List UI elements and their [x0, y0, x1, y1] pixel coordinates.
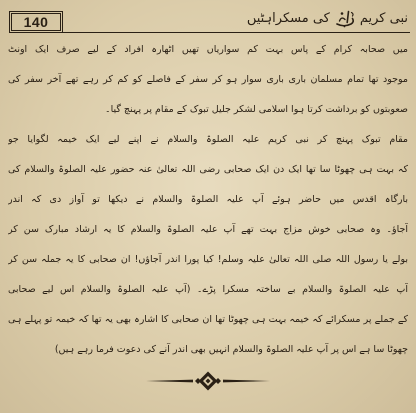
paragraph: [8, 35, 408, 125]
body-text: [8, 35, 408, 365]
text-line: چھوٹا سا ہے اس پر آپ علیہ الصلوۃ والسلام انہیں بھی اندر آنے کی دعوت فرما رہے ہیں): [54, 344, 408, 355]
text-line: آپ علیہ الصلوۃ والسلام بے ساختہ مسکرا پڑے۔ (آپ علیہ الصلوۃ والسلام اس لیے صحابی: [8, 284, 408, 295]
text-line: صعوبتوں کو برداشت کرتا ہوا اسلامی لشکر جلیل تبوک کے مقام پر پہنچ گیا۔: [105, 104, 408, 115]
text-line: میں صحابہ کرام کے پاس بہت کم سواریاں تھیں اٹھارہ افراد کے لیے صرف ایک اونٹ: [8, 44, 408, 55]
text-line: مقام تبوک پہنچ کر نبی کریم علیہ الصلوۃ والسلام نے اپنے لیے ایک خیمہ لگوایا جو: [8, 134, 408, 145]
running-title-end: کی مسکراہٹیں: [246, 11, 330, 26]
running-title: [247, 7, 408, 30]
text-line: موجود تھا تمام مسلمان باری باری سوار ہو کر سفر کے فاصلے کو کم کر رہے تھے آخر سفر کی: [8, 74, 408, 85]
ornament-divider-icon: [143, 370, 273, 392]
page-number: 140: [9, 11, 63, 33]
salutation-logo-icon: [334, 10, 356, 28]
text-line: بولے یا رسول اللہ صلی اللہ تعالیٰ علیہ وسلم! کیا پورا اندر آجاؤں! ان صحابی کا یہ جملہ سن کر: [8, 254, 408, 265]
text-line: کے جملے پر مسکرائے کہ خیمہ بہت ہی چھوٹا تھا ان صحابی کا اشارہ بھی یہ تھا کہ خیمہ تو پہلے ہی: [8, 314, 408, 325]
paragraph: [8, 125, 408, 365]
text-line: کہ بہت ہی چھوٹا سا تھا ایک دن ایک صحابی رضی اللہ تعالیٰ عنہ حضور علیہ الصلوۃ والسلام کی: [8, 164, 408, 175]
running-title-start: نبی کریم: [359, 11, 408, 26]
text-line: آجاؤ۔ وہ صحابی خوش مزاج بہت تھے آپ علیہ الصلوۃ والسلام کا یہ ارشاد مبارک سن کر: [8, 224, 408, 235]
header-rule: [63, 32, 410, 33]
text-line: بارگاہ اقدس میں حاضر ہوئے آپ علیہ الصلوۃ والسلام نے دیکھا تو آواز دی کہ اندر: [8, 194, 408, 205]
